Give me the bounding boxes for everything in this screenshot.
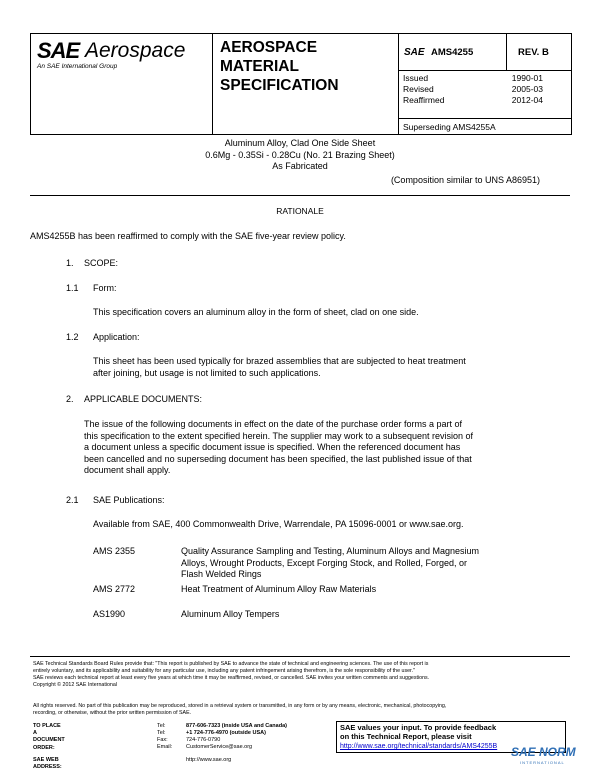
section-text: This specification covers an aluminum alloy in the form of sheet, clad on one side. — [93, 307, 419, 317]
date-table: Issued 1990-01 Revised 2005-03 Reaffirmed 2012-04 — [403, 73, 543, 105]
reference-code: AMS 2772 — [93, 584, 136, 594]
reference-code: AMS 2355 — [93, 546, 136, 556]
section-number: 2. — [66, 394, 74, 404]
section-title: SCOPE: — [84, 258, 119, 268]
web-label: SAE WEB ADDRESS: — [33, 757, 62, 771]
rights-text: All rights reserved. No part of this publication may be reproduced, stored in a retrieval system or transmitted, in any form or by any means, electronic, mechanical, photocopying, recording, or otherwise, without the prior written permission of SAE. — [33, 703, 447, 716]
section-title: SAE Publications: — [93, 495, 165, 505]
section-number: 1.2 — [66, 332, 79, 342]
section-text: Available from SAE, 400 Commonwealth Drive, Warrendale, PA 15096-0001 or www.sae.org. — [93, 519, 464, 529]
reference-title: Aluminum Alloy Tempers — [181, 609, 280, 619]
logo-subtitle: An SAE International Group — [37, 63, 118, 70]
footer-divider — [30, 656, 570, 657]
doc-prefix: SAE — [404, 47, 425, 58]
policy-text: SAE Technical Standards Board Rules provide that: "This report is published by SAE to advance the state of technical and engineering sciences. The use of this report is entirely voluntary, and its applicability and suitability for any particular use, including any patent infringement arising therefrom, is the sole responsibility of the user." SAE reviews each technical report at least every five years at which time it may be reaffirmed, revised, or cancelled. SAE invites your written comments and suggestions. Copyright © 2012 SAE International — [33, 661, 430, 688]
section-number: 1.1 — [66, 283, 79, 293]
divider — [30, 195, 570, 196]
reference-code: AS1990 — [93, 609, 126, 619]
feedback-box: SAE values your input. To provide feedback on this Technical Report, please visit http://www.sae.org/technical/standards/AMS4255B — [336, 721, 566, 753]
superseding-label: Superseding AMS4255A — [403, 122, 496, 132]
composition-note: (Composition similar to UNS A86951) — [390, 175, 540, 185]
order-label: TO PLACE A DOCUMENT ORDER: — [33, 723, 65, 751]
section-number: 1. — [66, 258, 74, 268]
reference-title: Heat Treatment of Aluminum Alloy Raw Materials — [181, 584, 377, 594]
rationale-heading: RATIONALE — [276, 206, 324, 216]
watermark-logo: SAE NORM — [511, 745, 576, 759]
document-title: Aluminum Alloy, Clad One Side Sheet 0.6Mg - 0.35Si - 0.28Cu (No. 21 Brazing Sheet) As Fabricated — [205, 138, 395, 171]
doc-number: AMS4255 — [431, 47, 474, 58]
section-text: This sheet has been used typically for brazed assemblies that are subjected to heat treatment after joining, but usage is not limited to such applications. — [93, 356, 466, 378]
section-number: 2.1 — [66, 495, 79, 505]
revision-label: REV. B — [518, 47, 549, 58]
sae-logo: SAE — [37, 38, 80, 63]
section-text: The issue of the following documents in effect on the date of the purchase order forms a part of this specification to the extent specified herein. The supplier may work to a subsequent revision of a document unless a specific document issue is specified. When the referenced document has been cancelled and no superseding document has been specified, the last published issue of that document shall apply. — [84, 419, 474, 475]
aerospace-logo-text: Aerospace — [85, 39, 186, 62]
web-address: http://www.sae.org — [186, 757, 232, 763]
rationale-text: AMS4255B has been reaffirmed to comply with the SAE five-year review policy. — [30, 231, 346, 241]
header-box — [30, 33, 572, 135]
reference-title: Quality Assurance Sampling and Testing, Aluminum Alloys and Magnesium Alloys, Wrought Products, Except Forging Stock, and Rolled, Forged, or Flash Welded Rings — [181, 546, 479, 579]
watermark-subtitle: INTERNATIONAL — [520, 760, 565, 765]
feedback-link[interactable]: http://www.sae.org/technical/standards/AMS4255B — [340, 743, 498, 750]
spec-title: AEROSPACE MATERIAL SPECIFICATION — [220, 39, 339, 94]
section-title: Application: — [93, 332, 140, 342]
section-title: APPLICABLE DOCUMENTS: — [84, 394, 203, 404]
section-title: Form: — [93, 283, 117, 293]
